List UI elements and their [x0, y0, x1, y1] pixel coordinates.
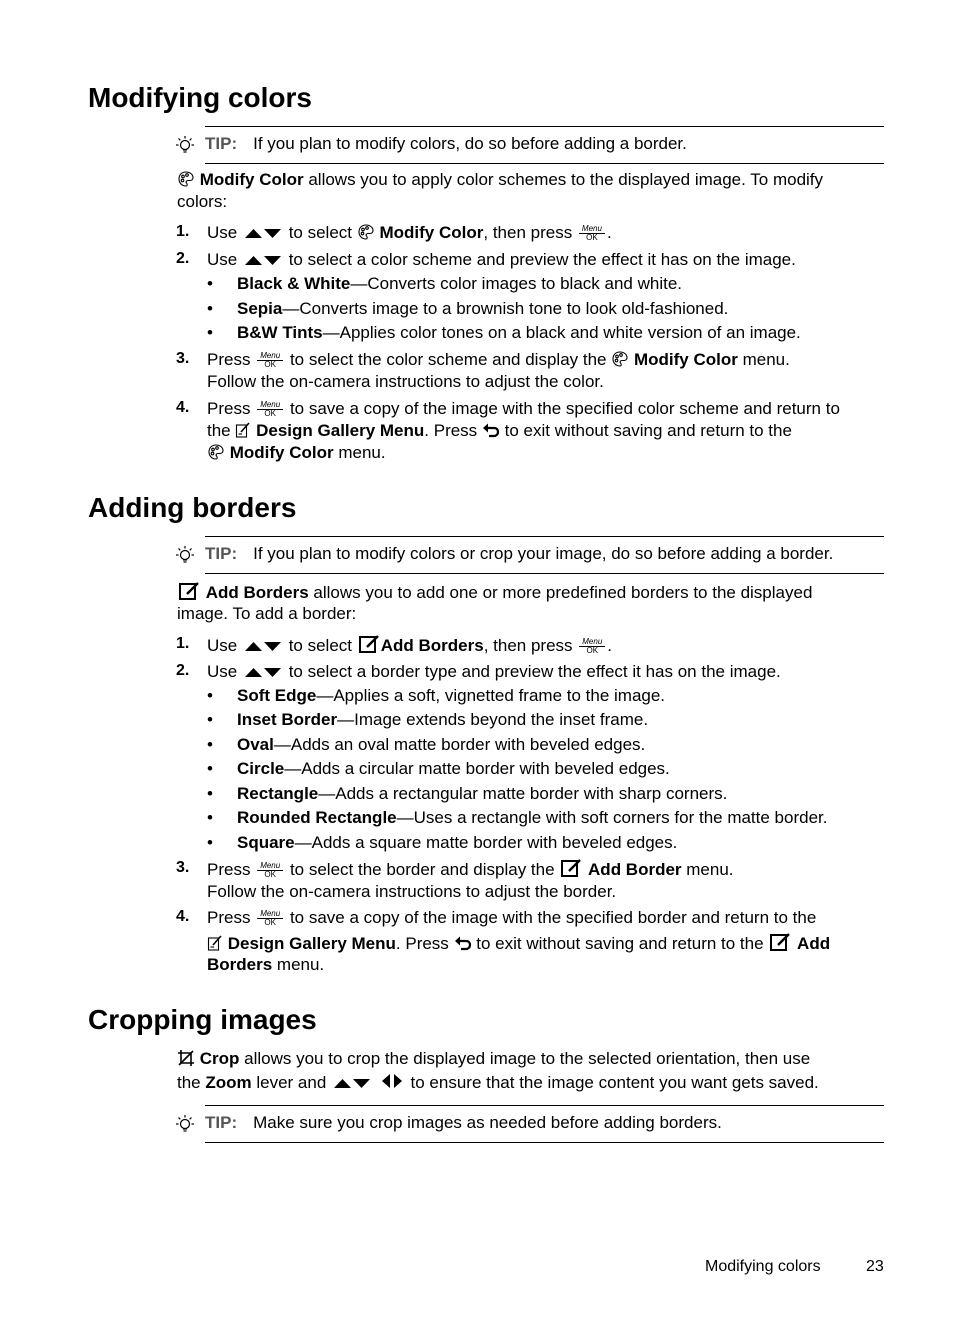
footer-section-title: Modifying colors	[705, 1258, 821, 1275]
bullet: •	[207, 784, 213, 803]
step-text-line3: Borders menu.	[207, 955, 325, 974]
menu-ok-icon: Menu OK	[579, 638, 605, 655]
list-item: Square—Adds a square matte border with beveled edges.	[237, 833, 678, 852]
palette-icon	[611, 350, 629, 368]
page-number: 23	[866, 1258, 884, 1275]
list-item: B&W Tints—Applies color tones on a black and white version of an image.	[237, 323, 801, 342]
menu-ok-icon: Menu OK	[257, 910, 283, 927]
intro-paragraph-line2: the Zoom lever and to ensure that the image content you want gets saved.	[177, 1073, 819, 1092]
bullet: •	[207, 710, 213, 729]
tip-text: Make sure you crop images as needed before adding borders.	[253, 1113, 722, 1132]
lightbulb-icon	[174, 135, 196, 157]
step-text-line3: Modify Color menu.	[207, 442, 386, 464]
back-arrow-icon	[454, 934, 472, 952]
list-item: Sepia—Converts image to a brownish tone to look old-fashioned.	[237, 299, 729, 318]
step-text: Press Menu OK to select the color scheme and display the Modify Color menu.	[207, 350, 790, 369]
up-down-arrows-icon	[244, 227, 282, 239]
step-text: Press Menu OK to save a copy of the image with the specified color scheme and return to	[207, 399, 840, 418]
tip-label: TIP:	[205, 1113, 238, 1132]
up-down-arrows-icon	[333, 1077, 371, 1089]
section-heading-adding-borders: Adding borders	[88, 492, 297, 523]
tip-box	[205, 126, 884, 164]
step-number: 3.	[176, 859, 190, 876]
left-right-arrows-icon	[380, 1073, 404, 1089]
menu-ok-icon: Menu OK	[579, 225, 605, 242]
bullet: •	[207, 274, 213, 293]
step-number: 2.	[176, 250, 190, 267]
step-number: 4.	[176, 908, 190, 925]
tip-label: TIP:	[205, 544, 238, 563]
bullet: •	[207, 759, 213, 778]
tip-box	[205, 1105, 884, 1143]
bullet: •	[207, 686, 213, 705]
step-text: Press Menu OK to select the border and display the Add Border menu.	[207, 860, 734, 879]
up-down-arrows-icon	[244, 666, 282, 678]
border-icon	[357, 634, 381, 654]
step-number: 3.	[176, 350, 190, 367]
crop-icon	[177, 1049, 195, 1067]
tip-text: If you plan to modify colors or crop your image, do so before adding a border.	[253, 544, 834, 563]
list-item: Inset Border—Image extends beyond the inset frame.	[237, 710, 649, 729]
list-item: Circle—Adds a circular matte border with beveled edges.	[237, 759, 670, 778]
bullet: •	[207, 735, 213, 754]
step-text: Use to select a border type and preview the effect it has on the image.	[207, 662, 781, 681]
up-down-arrows-icon	[244, 640, 282, 652]
step-number: 2.	[176, 662, 190, 679]
tip-label: TIP:	[205, 134, 238, 153]
step-text: Use to select a color scheme and preview the effect it has on the image.	[207, 250, 796, 269]
bullet: •	[207, 323, 213, 342]
step-text: Use to select Add Borders, then press Menu OK .	[207, 636, 613, 655]
list-item: Oval—Adds an oval matte border with beveled edges.	[237, 735, 646, 754]
tip-text: If you plan to modify colors, do so before adding a border.	[253, 134, 687, 153]
border-icon	[768, 932, 792, 952]
intro-paragraph-line2: colors:	[177, 192, 228, 211]
intro-paragraph: Add Borders allows you to add one or more predefined borders to the displayed	[177, 581, 812, 604]
design-gallery-icon	[207, 934, 223, 952]
lightbulb-icon	[174, 1114, 196, 1136]
step-text-line2: the Design Gallery Menu. Press to exit without saving and return to the	[207, 421, 792, 440]
menu-ok-icon: Menu OK	[257, 352, 283, 369]
bullet: •	[207, 299, 213, 318]
bullet: •	[207, 808, 213, 827]
step-text-line2: Follow the on-camera instructions to adjust the color.	[207, 372, 604, 391]
border-icon	[559, 858, 583, 878]
intro-paragraph: Crop allows you to crop the displayed image to the selected orientation, then use	[177, 1048, 810, 1070]
step-text: Use to select Modify Color, then press Menu OK .	[207, 223, 612, 242]
list-item: Black & White—Converts color images to black and white.	[237, 274, 683, 293]
palette-icon	[177, 170, 195, 188]
step-number: 1.	[176, 635, 190, 652]
section-heading-cropping-images: Cropping images	[88, 1004, 317, 1035]
intro-paragraph: Modify Color allows you to apply color schemes to the displayed image. To modify	[177, 169, 823, 191]
design-gallery-icon	[235, 421, 251, 439]
step-number: 4.	[176, 399, 190, 416]
section-heading-modify-colors: Modifying colors	[88, 82, 312, 113]
step-text: Press Menu OK to save a copy of the image with the specified border and return to the	[207, 908, 817, 927]
menu-ok-icon: Menu OK	[257, 401, 283, 418]
back-arrow-icon	[482, 421, 500, 439]
menu-ok-icon: Menu OK	[257, 862, 283, 879]
lightbulb-icon	[174, 545, 196, 567]
tip-box	[205, 536, 884, 574]
palette-icon	[207, 443, 225, 461]
list-item: Rectangle—Adds a rectangular matte border with sharp corners.	[237, 784, 728, 803]
step-text-line2: Follow the on-camera instructions to adjust the border.	[207, 882, 617, 901]
list-item: Rounded Rectangle—Uses a rectangle with soft corners for the matte border.	[237, 808, 828, 827]
intro-paragraph-line2: image. To add a border:	[177, 604, 357, 623]
up-down-arrows-icon	[244, 254, 282, 266]
bullet: •	[207, 833, 213, 852]
step-number: 1.	[176, 223, 190, 240]
palette-icon	[357, 223, 375, 241]
list-item: Soft Edge—Applies a soft, vignetted frame to the image.	[237, 686, 666, 705]
step-text-line2: Design Gallery Menu. Press to exit without saving and return to the Add	[207, 932, 830, 955]
border-icon	[177, 581, 201, 601]
